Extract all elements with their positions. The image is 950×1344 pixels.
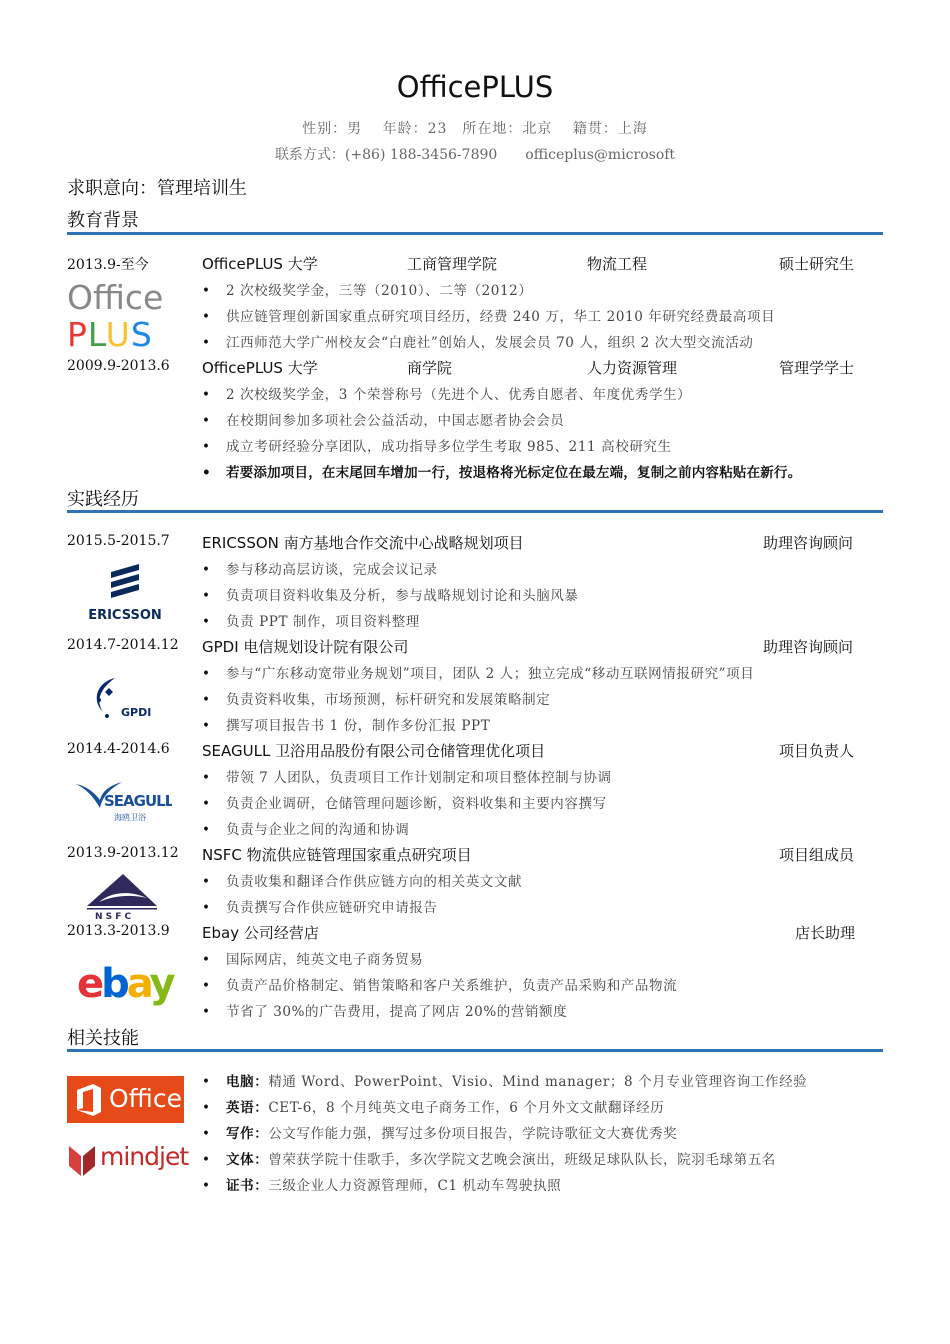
list-item: • 江西师范大学广州校友会“白鹿社”创始人，发展会员 70 人，组织 2 次大型交流活动 <box>202 335 754 351</box>
office-mark-icon <box>75 1084 103 1116</box>
section-divider <box>67 1049 883 1052</box>
list-item: • 节省了 30%的广告费用，提高了网店 20%的营销额度 <box>202 1004 568 1020</box>
svg-text:N S F C: N S F C <box>95 912 132 920</box>
mindjet-logo: mindjet <box>67 1140 184 1182</box>
organization-name: GPDI 电信规划设计院有限公司 <box>202 638 409 656</box>
ebay-logo: ebay <box>77 961 173 1007</box>
skill-item: • 文体：曾荣获学院十佳歌手，多次学院文艺晚会演出，班级足球队队长，院羽毛球第五名 <box>202 1152 776 1168</box>
list-item: • 撰写项目报告书 1 份，制作多份汇报 PPT <box>202 718 491 734</box>
list-item: • 供应链管理创新国家重点研究项目经历，经费 240 万，华工 2010 年研究经费最高项目 <box>202 309 776 325</box>
job-objective: 求职意向：管理培训生 <box>67 178 247 199</box>
organization-name: SEAGULL 卫浴用品股份有限公司仓储管理优化项目 <box>202 742 546 760</box>
list-item: • 参与“广东移动宽带业务规划”项目，团队 2 人；独立完成“移动互联网情报研究”项目 <box>202 666 755 682</box>
list-item: • 在校期间参加多项社会公益活动，中国志愿者协会会员 <box>202 413 565 429</box>
svg-text:GPDI: GPDI <box>121 706 152 719</box>
section-title-practice: 实践经历 <box>67 489 139 510</box>
organization-name: NSFC 物流供应链管理国家重点研究项目 <box>202 846 472 864</box>
major-name: 物流工程 <box>587 255 648 273</box>
list-item: • 2 次校级奖学金，三等（2010）、二等（2012） <box>202 283 533 299</box>
major-name: 人力资源管理 <box>587 359 678 377</box>
contact-info: 联系方式：(+86) 188-3456-7890 officeplus@microsoft <box>274 147 676 163</box>
gpdi-mark-icon <box>85 670 175 725</box>
school-name: OfficePLUS 大学 <box>202 359 318 377</box>
section-divider <box>67 232 883 235</box>
gpdi-logo <box>85 670 175 725</box>
list-item: • 国际网店，纯英文电子商务贸易 <box>202 952 424 968</box>
list-item: • 负责撰写合作供应链研究申请报告 <box>202 900 438 916</box>
entry-date: 2009.9-2013.6 <box>67 358 170 374</box>
list-item: • 成立考研经验分享团队，成功指导多位学生考取 985、211 高校研究生 <box>202 439 672 455</box>
ericsson-mark-icon <box>105 560 145 600</box>
officeplus-logo: Office PLUS <box>67 280 167 352</box>
office-logo: Office <box>67 1076 184 1123</box>
entry-date: 2014.4-2014.6 <box>67 741 170 757</box>
role-name: 助理咨询顾问 <box>763 534 854 552</box>
organization-name: Ebay 公司经营店 <box>202 924 319 942</box>
degree-name: 硕士研究生 <box>779 255 855 273</box>
entry-date: 2013.9-2013.12 <box>67 845 179 861</box>
nsfc-mark-icon <box>85 872 160 920</box>
resume-name: OfficePLUS <box>396 70 554 104</box>
seagull-logo <box>72 772 172 826</box>
svg-text:海鸥卫浴: 海鸥卫浴 <box>114 813 146 822</box>
list-item: • 2 次校级奖学金，3 个荣誉称号（先进个人、优秀自愿者、年度优秀学生） <box>202 387 692 403</box>
college-name: 工商管理学院 <box>407 255 498 273</box>
entry-date: 2014.7-2014.12 <box>67 637 179 653</box>
role-name: 项目负责人 <box>779 742 855 760</box>
list-item: • 负责收集和翻译合作供应链方向的相关英文文献 <box>202 874 523 890</box>
section-divider <box>67 510 883 513</box>
list-item: • 参与移动高层访谈，完成会议记录 <box>202 562 438 578</box>
school-name: OfficePLUS 大学 <box>202 255 318 273</box>
skill-item: • 证书：三级企业人力资源管理师，C1 机动车驾驶执照 <box>202 1178 562 1194</box>
section-title-skills: 相关技能 <box>67 1028 139 1049</box>
skill-item: • 电脑：精通 Word、PowerPoint、Visio、Mind manager；8 个月专业管理咨询工作经验 <box>202 1074 808 1090</box>
template-note: • 若要添加项目，在末尾回车增加一行，按退格将光标定位在最左端，复制之前内容粘贴在新行。 <box>202 465 802 481</box>
personal-info: 性别：男 年龄：23 所在地：北京 籍贯：上海 <box>302 121 648 137</box>
entry-date: 2013.9-至今 <box>67 257 149 273</box>
skill-item: • 英语：CET-6，8 个月纯英文电子商务工作，6 个月外文文献翻译经历 <box>202 1100 665 1116</box>
entry-date: 2015.5-2015.7 <box>67 533 170 549</box>
role-name: 项目组成员 <box>779 846 855 864</box>
list-item: • 负责企业调研，仓储管理问题诊断，资料收集和主要内容撰写 <box>202 796 607 812</box>
ericsson-logo: ERICSSON <box>80 560 170 625</box>
organization-name: ERICSSON 南方基地合作交流中心战略规划项目 <box>202 534 524 552</box>
section-title-education: 教育背景 <box>67 210 139 231</box>
skill-item: • 写作：公文写作能力强，撰写过多份项目报告，学院诗歌征文大赛优秀奖 <box>202 1126 678 1142</box>
degree-name: 管理学学士 <box>779 359 855 377</box>
list-item: • 负责 PPT 制作，项目资料整理 <box>202 614 420 630</box>
entry-date: 2013.3-2013.9 <box>67 923 170 939</box>
list-item: • 负责与企业之间的沟通和协调 <box>202 822 410 838</box>
plus-logo-text: PLUS <box>67 315 153 354</box>
role-name: 助理咨询顾问 <box>763 638 854 656</box>
list-item: • 负责项目资料收集及分析，参与战略规划讨论和头脑风暴 <box>202 588 579 604</box>
role-name: 店长助理 <box>795 924 856 942</box>
list-item: • 负责产品价格制定、销售策略和客户关系维护，负责产品采购和产品物流 <box>202 978 678 994</box>
nsfc-logo <box>85 872 160 920</box>
list-item: • 带领 7 人团队，负责项目工作计划制定和项目整体控制与协调 <box>202 770 612 786</box>
svg-text:SEAGULL: SEAGULL <box>104 792 172 810</box>
seagull-mark-icon <box>72 772 172 826</box>
mindjet-mark-icon <box>67 1142 97 1180</box>
list-item: • 负责资料收集，市场预测，标杆研究和发展策略制定 <box>202 692 551 708</box>
college-name: 商学院 <box>407 359 453 377</box>
